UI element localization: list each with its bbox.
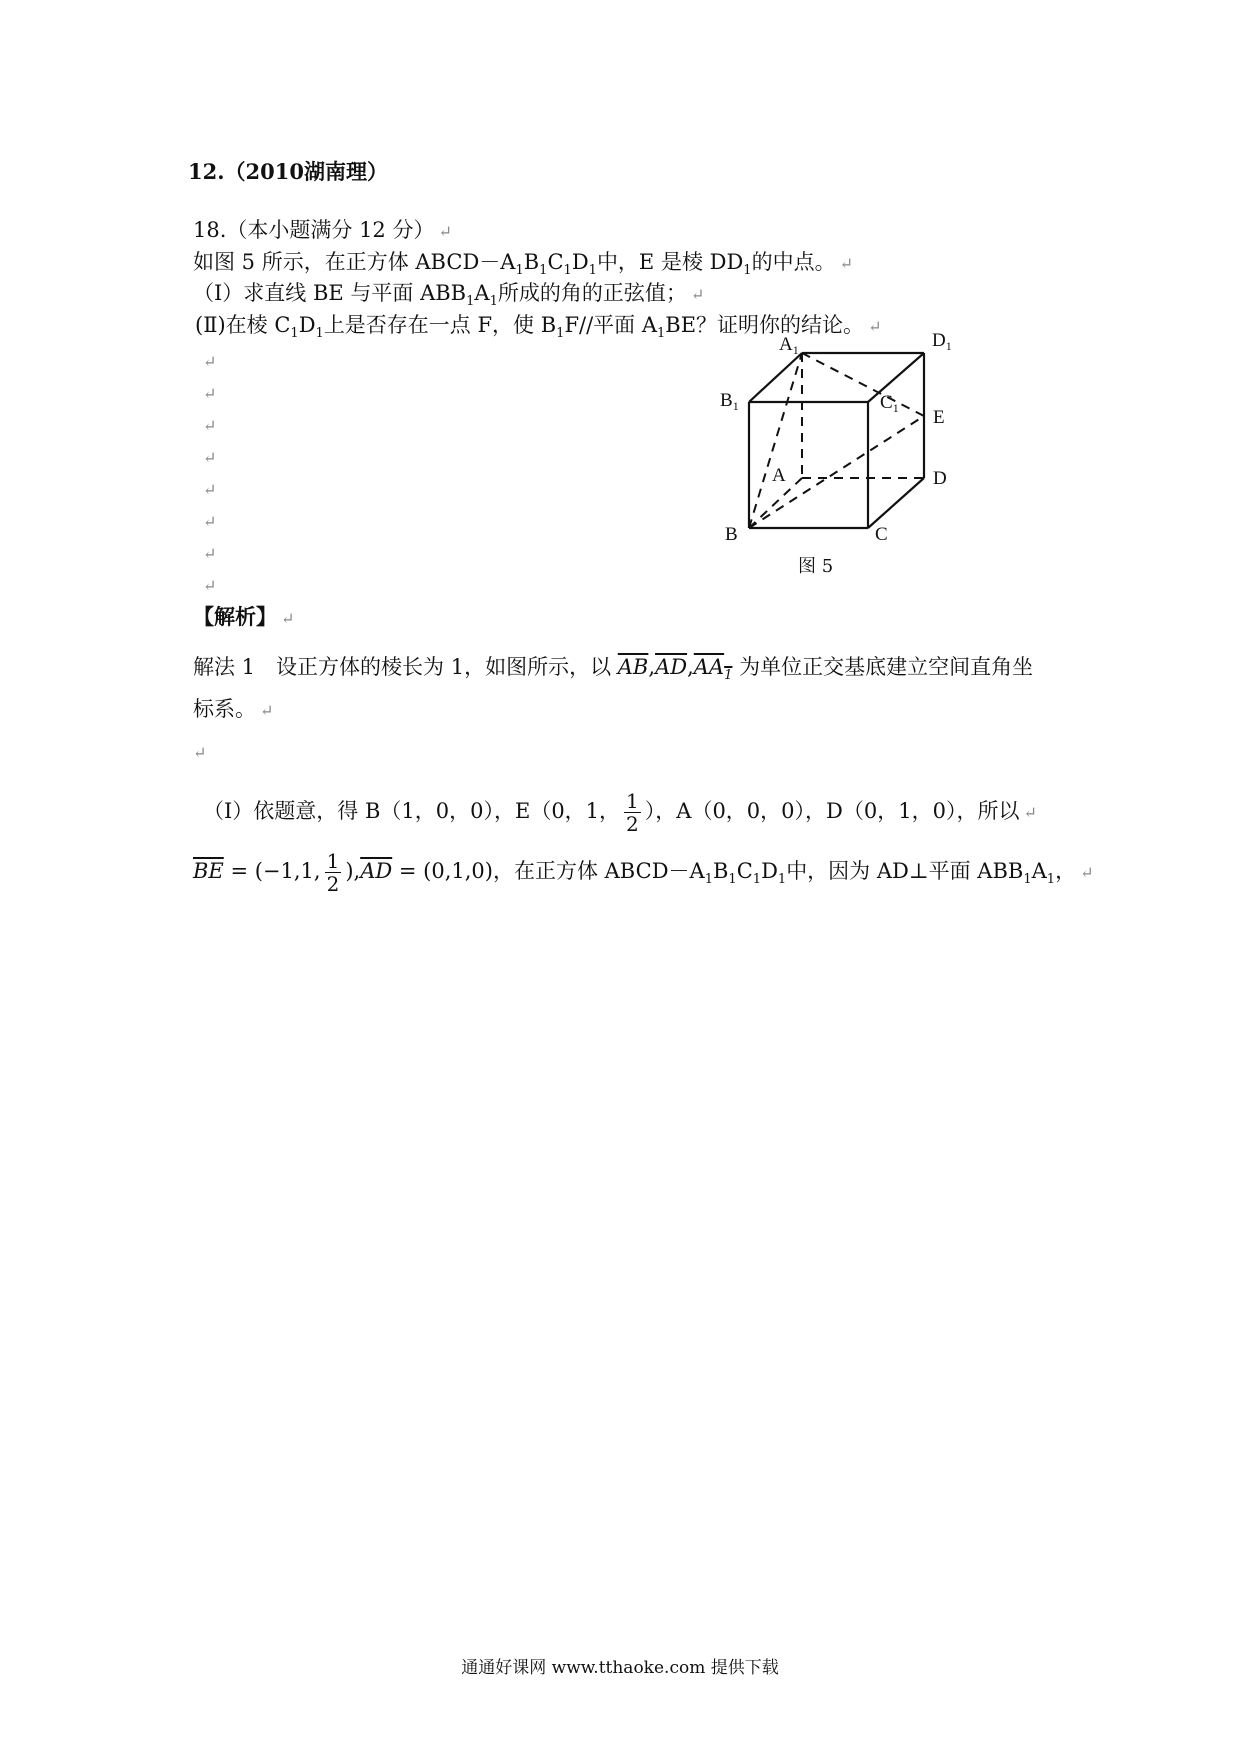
return-mark-icon: ↵ — [193, 743, 207, 762]
subscript: 1 — [466, 294, 475, 310]
return-mark-icon: ↵ — [1023, 803, 1037, 822]
step-1-text: ），A（0，0，0），D（0，1，0），所以 — [644, 799, 1020, 823]
vector-be: $\overline{BE}$ — [193, 859, 224, 883]
part-2-text: F//平面 A — [564, 313, 658, 337]
part-1-text: 所成的角的正弦值； — [497, 281, 687, 305]
statement-text: 的中点。 — [751, 250, 836, 274]
label-d: D — [933, 468, 947, 489]
vector-be-value: ), — [345, 859, 361, 883]
solution-heading — [193, 605, 294, 631]
step-1-text: （Ⅰ）依题意，得 B（1，0，0），E（0，1， — [203, 799, 621, 823]
part-1-text: A — [474, 281, 490, 305]
label-c: C — [875, 524, 888, 545]
subscript: 1 — [556, 326, 565, 342]
step-1-text: ， — [1055, 859, 1077, 883]
edge-b1a1 — [749, 353, 802, 402]
step-1-text: D — [761, 859, 778, 883]
part-2-text: D — [298, 313, 316, 337]
edge-dc — [868, 478, 924, 528]
step-1-line-1 — [203, 790, 1037, 835]
subscript: 1 — [563, 263, 572, 279]
subscript: 1 — [657, 326, 666, 342]
label-d1: $D_1$ — [932, 330, 952, 353]
step-1-text: C — [736, 859, 753, 883]
statement-text: 如图 5 所示，在正方体 ABCD－A — [193, 250, 516, 274]
label-a1: $A_1$ — [779, 334, 799, 357]
step-1-line-2 — [193, 850, 1093, 895]
vector-ad: $\overline{AD}$ — [655, 655, 688, 679]
statement-text: B — [523, 250, 540, 274]
step-1-text: A — [1031, 859, 1047, 883]
subscript: 1 — [1046, 872, 1056, 888]
step-1-text: = (0,1,0)，在正方体 ABCD－A — [392, 859, 705, 883]
method-1-text: 解法 1 设正方体的棱长为 1，如图所示，以 — [193, 655, 612, 679]
subscript: 1 — [777, 872, 787, 888]
vector-ad: $\overline{AD}$ — [360, 859, 393, 883]
segment-a1e — [802, 353, 924, 416]
statement-text: C — [547, 250, 564, 274]
subscript: 1 — [315, 326, 324, 342]
method-1-line-2 — [193, 697, 273, 723]
vector-ab: $\overline{AB}$ — [617, 655, 649, 679]
return-mark-icon: ↵ — [281, 609, 295, 628]
label-b1: $B_1$ — [720, 390, 739, 413]
method-1-text: 为单位正交基底建立空间直角坐 — [739, 655, 1034, 679]
subscript: 1 — [704, 872, 713, 888]
step-1-text: B — [712, 859, 729, 883]
subscript: 1 — [588, 263, 597, 279]
subscript: 1 — [489, 294, 498, 310]
return-mark-icon: ↵ — [203, 352, 217, 371]
return-mark-icon: ↵ — [203, 512, 217, 531]
return-mark-icon: ↵ — [203, 480, 217, 499]
edge-d1c1 — [868, 353, 924, 402]
page-footer: 通通好课网 www.tthaoke.com 提供下载 — [461, 1658, 779, 1678]
subscript: 1 — [290, 326, 299, 342]
vector-aa1: $AA_1$ — [693, 655, 733, 684]
problem-number — [193, 218, 452, 244]
return-mark-icon: ↵ — [839, 254, 853, 273]
part-2-text: 上是否存在一点 F，使 B — [323, 313, 557, 337]
problem-number-text: 18.（本小题满分 12 分） — [193, 218, 435, 242]
step-1-text: 中，因为 AD⊥平面 ABB — [786, 859, 1024, 883]
figure-caption: 图 5 — [798, 556, 834, 577]
return-mark-icon: ↵ — [868, 317, 882, 336]
part-2-text: (Ⅱ)在棱 C — [195, 313, 291, 337]
subscript: 1 — [539, 263, 548, 279]
vector-be-value: = (−1,1, — [223, 859, 321, 883]
subscript: 1 — [743, 263, 752, 279]
label-b: B — [725, 524, 738, 545]
return-mark-icon: ↵ — [203, 448, 217, 467]
subscript: 1 — [515, 263, 524, 279]
part-2-text: BE？证明你的结论。 — [665, 313, 865, 337]
return-mark-icon: ↵ — [203, 416, 217, 435]
cube-figure — [700, 325, 980, 585]
problem-statement — [193, 250, 853, 279]
fraction-one-half: $\frac{1}{2}$ — [626, 789, 639, 836]
label-e: E — [933, 407, 945, 428]
label-c1: $C_1$ — [880, 392, 899, 415]
section-title: 12.（2010湖南理） — [188, 159, 388, 184]
statement-text: 中，E 是棱 DD — [596, 250, 744, 274]
return-mark-icon: ↵ — [203, 384, 217, 403]
return-mark-icon: ↵ — [203, 576, 217, 595]
return-mark-icon: ↵ — [203, 544, 217, 563]
subscript: 1 — [728, 872, 737, 888]
statement-text: D — [571, 250, 589, 274]
fraction-one-half: $\frac{1}{2}$ — [326, 849, 340, 896]
solution-heading-text: 【解析】 — [193, 604, 277, 629]
method-1-line-1: 解法 1 设正方体的棱长为 1，如图所示，以 $\overline{AB},\overline{AD},AA_1$ 为单位正交基底建立空间直角坐 — [193, 655, 1034, 684]
problem-part-1 — [193, 281, 705, 310]
return-mark-icon: ↵ — [1080, 863, 1094, 882]
subscript: 1 — [1023, 872, 1032, 888]
return-mark-icon: ↵ — [690, 285, 705, 304]
return-mark-icon: ↵ — [438, 222, 452, 241]
return-mark-icon: ↵ — [260, 701, 274, 720]
subscript: 1 — [752, 872, 762, 888]
method-1-text: 标系。 — [193, 697, 256, 721]
label-a: A — [772, 465, 786, 486]
part-1-text: （Ⅰ）求直线 BE 与平面 ABB — [193, 281, 467, 305]
